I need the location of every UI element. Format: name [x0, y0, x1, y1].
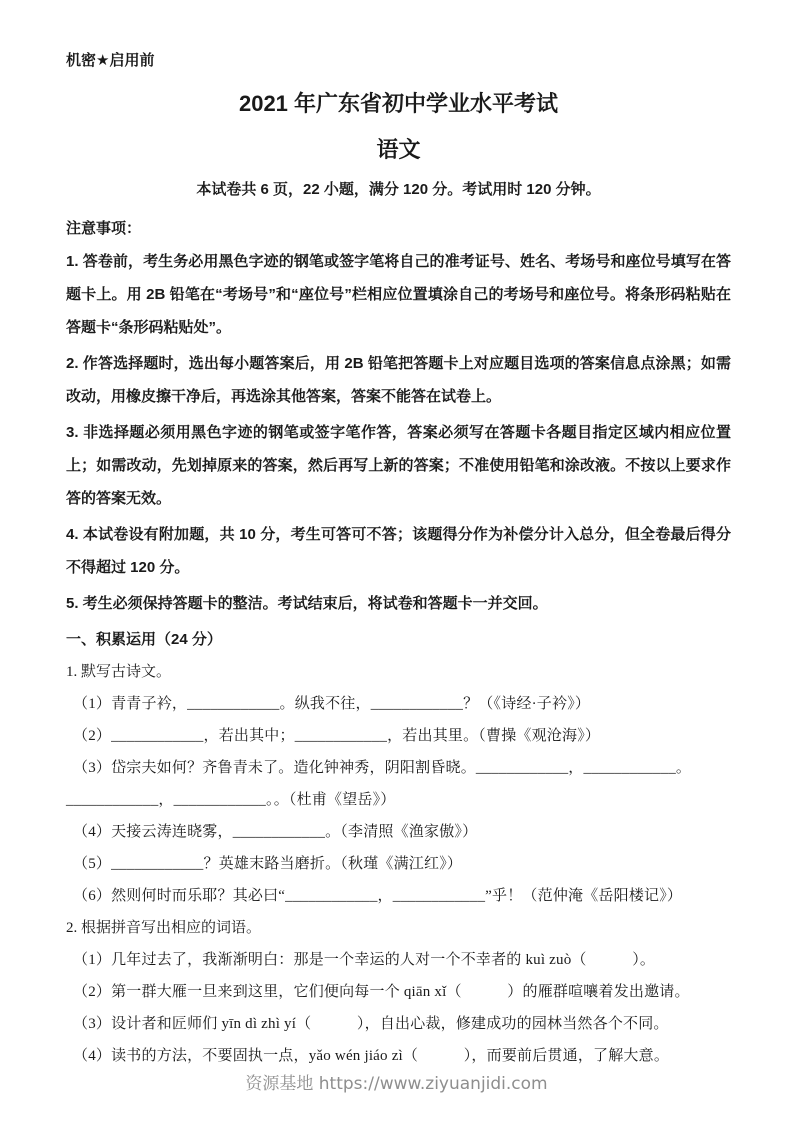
footer-site-link[interactable]: 资源基地 https://www.ziyuanjidi.com	[245, 1074, 548, 1094]
question2-item-1: （1）几年过去了，我渐渐明白：那是一个幸运的人对一个不幸者的 kuì zuò（ ）。	[73, 952, 656, 968]
question1-item-6: （6）然则何时而乐耶？其必曰“____________，____________”乎！（范仲淹《岳阳楼记》）	[73, 888, 683, 904]
section1-heading: 一、积累运用（24 分）	[66, 631, 222, 648]
notice-heading: 注意事项：	[66, 220, 142, 237]
question1-item-3-continuation: ____________，____________。。（杜甫《望岳》）	[66, 792, 396, 808]
notice-item-5: 5. 考生必须保持答题卡的整洁。考试结束后，将试卷和答题卡一并交回。	[66, 595, 548, 612]
question1-item-4: （4）天接云涛连晓雾，____________。（李清照《渔家傲》）	[73, 824, 478, 840]
exam-info-line: 本试卷共 6 页，22 小题，满分 120 分。考试用时 120 分钟。	[196, 181, 601, 198]
exam-subject-title: 语文	[376, 137, 421, 162]
question1-item-3: （3）岱宗夫如何？齐鲁青未了。造化钟神秀，阴阳割昏晓。____________，____________。	[73, 760, 692, 776]
question2-item-4: （4）读书的方法，不要固执一点，yǎo wén jiáo zì（ ），而要前后贯通，了解大意。	[73, 1048, 670, 1064]
question1-item-1: （1）青青子衿，____________。纵我不往，____________？（《诗经·子衿》）	[73, 696, 591, 712]
notice-item-3: 3. 非选择题必须用黑色字迹的钢笔或签字笔作答，答案必须写在答题卡各题目指定区域内相应位置上；如需改动，先划掉原来的答案，然后再写上新的答案；不准使用铅笔和涂改液。不按以上要求作答的答案无效。	[66, 424, 731, 507]
question1-stem: 1. 默写古诗文。	[66, 664, 172, 680]
question2-item-2: （2）第一群大雁一旦来到这里，它们便向每一个 qiān xǐ（ ）的雁群喧嚷着发出邀请。	[73, 984, 690, 1000]
question2-item-3: （3）设计者和匠师们 yīn dì zhì yí（ ），自出心裁，修建成功的园林当然各个不同。	[73, 1016, 669, 1032]
secrecy-label: 机密★启用前	[66, 52, 155, 69]
footer	[0, 1069, 793, 1094]
exam-title: 2021 年广东省初中学业水平考试	[238, 91, 559, 116]
notice-item-1: 1. 答卷前，考生务必用黑色字迹的钢笔或签字笔将自己的准考证号、姓名、考场号和座位号填写在答题卡上。用 2B 铅笔在“考场号”和“座位号”栏相应位置填涂自己的考场号和座位号。将条形码粘贴在答题卡“条形码粘贴处”。	[66, 253, 731, 336]
question2-stem: 2. 根据拼音写出相应的词语。	[66, 920, 262, 936]
question1-item-2: （2）____________，若出其中；____________，若出其里。（曹操《观沧海》）	[73, 728, 601, 744]
notice-item-4: 4. 本试卷设有附加题，共 10 分，考生可答可不答；该题得分作为补偿分计入总分，但全卷最后得分不得超过 120 分。	[66, 526, 731, 576]
notice-item-2: 2. 作答选择题时，选出每小题答案后，用 2B 铅笔把答题卡上对应题目选项的答案信息点涂黑；如需改动，用橡皮擦干净后，再选涂其他答案，答案不能答在试卷上。	[66, 355, 731, 405]
question1-item-5: （5）____________？英雄末路当磨折。（秋瑾《满江红》）	[73, 856, 463, 872]
